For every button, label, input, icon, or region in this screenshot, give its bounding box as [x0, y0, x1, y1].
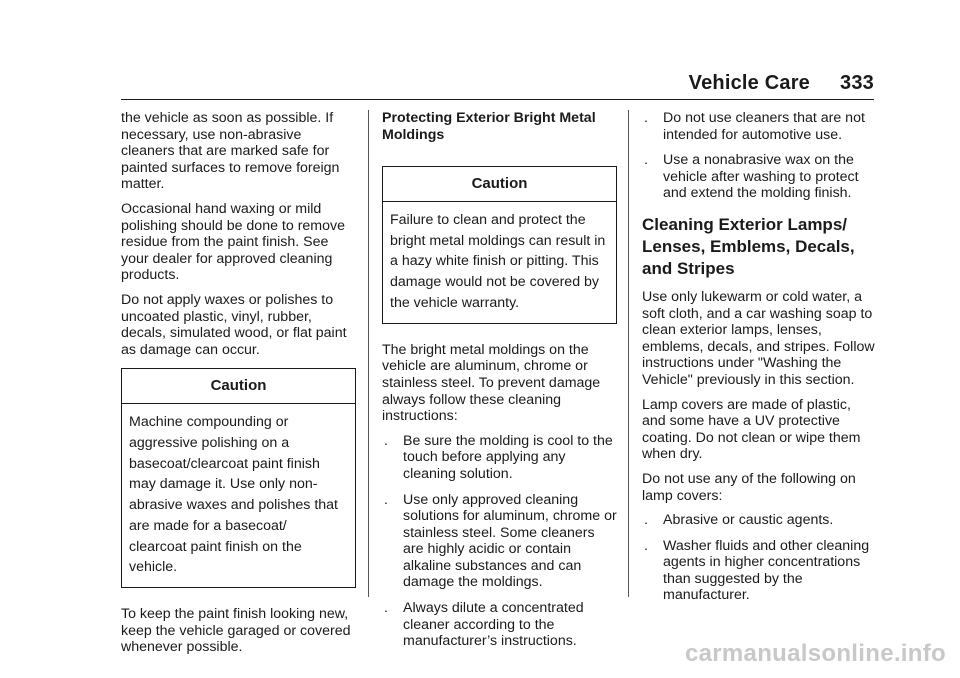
page-header [689, 72, 874, 95]
watermark: carmanualsonline.info [684, 640, 946, 667]
bullet-marker: . [644, 512, 648, 529]
list-item-text: Do not use cleaners that are not intended for automotive use. [663, 110, 865, 143]
column-1 [121, 110, 356, 664]
bullet-marker: . [384, 432, 388, 449]
list-item-text: Washer fluids and other cleaning agents in higher concentrations than suggested by the manufacturer. [663, 537, 870, 604]
paragraph: To keep the paint finish looking new, keep the vehicle garaged or covered whenever possible. [121, 606, 351, 656]
list-item [382, 433, 617, 483]
paragraph: The bright metal moldings on the vehicle are aluminum, chrome or stainless steel. To prevent damage always follow these cleaning instructions: [382, 341, 601, 425]
paragraph: the vehicle as soon as possible. If necessary, use non-abrasive cleaners that are marked safe for painted surfaces to remove foreign matter. [121, 110, 340, 193]
list-item [642, 538, 878, 604]
bullet-list [382, 433, 617, 650]
list-item-text: Use a nonabrasive wax on the vehicle after washing to protect and extend the molding finish. [663, 152, 859, 202]
paragraph: Do not apply waxes or polishes to uncoated plastic, vinyl, rubber, decals, simulated wood, or flat paint as damage can occur. [121, 291, 347, 358]
bullet-marker: . [644, 110, 648, 126]
bullet-marker: . [644, 152, 648, 169]
paragraph: Lamp covers are made of plastic, and some have a UV protective coating. Do not clean or wipe them when dry. [642, 396, 861, 463]
list-item [382, 600, 617, 650]
column-2 [382, 110, 617, 659]
caution-title: Caution [383, 167, 616, 202]
caution-body: Machine compounding or aggressive polishing on a basecoat/clearcoat paint finish may damage it. Use only non-abrasive waxes and polishes that are made for a basecoat/ clearcoat paint finish on the vehicle. [129, 413, 338, 576]
paragraph: Use only lukewarm or cold water, a soft cloth, and a car washing soap to clean exterior lamps, lenses, emblems, decals, and stripes. Follow instructions under "Washing the Vehicle" previously in this section. [642, 288, 875, 388]
list-item-text: Abrasive or caustic agents. [663, 512, 834, 529]
column-divider-2 [628, 110, 629, 597]
bullet-marker: . [384, 600, 388, 617]
list-item [642, 110, 878, 143]
bullet-list [642, 110, 878, 202]
bullet-list [642, 512, 878, 604]
list-item-text: Use only approved cleaning solutions for aluminum, chrome or stainless steel. Some cleaners are highly acidic or contain alkaline substances and can damage the moldings. [403, 491, 617, 591]
caution-box [382, 166, 617, 324]
section-heading: Cleaning Exterior Lamps/ Lenses, Emblems, Decals, and Stripes [642, 214, 855, 278]
caution-title: Caution [122, 369, 355, 404]
header-rule [121, 99, 874, 100]
page-number: 333 [840, 72, 874, 94]
subheading: Protecting Exterior Bright Metal Moldings [382, 110, 596, 143]
column-3 [642, 110, 878, 613]
list-item [382, 492, 617, 592]
bullet-marker: . [384, 491, 388, 508]
list-item [642, 512, 878, 529]
caution-box [121, 368, 356, 588]
section-title: Vehicle Care [688, 72, 811, 94]
column-divider-1 [368, 110, 369, 597]
bullet-marker: . [644, 537, 648, 554]
list-item [642, 152, 878, 202]
list-item-text: Always dilute a concentrated cleaner according to the manufacturer’s instructions. [403, 600, 584, 650]
list-item-text: Be sure the molding is cool to the touch before applying any cleaning solution. [403, 432, 613, 482]
caution-body: Failure to clean and protect the bright metal moldings can result in a hazy white finish or pitting. This damage would not be covered by the vehicle warranty. [390, 211, 606, 311]
paragraph: Do not use any of the following on lamp covers: [642, 470, 856, 504]
paragraph: Occasional hand waxing or mild polishing should be done to remove residue from the paint finish. See your dealer for approved cleaning products. [121, 200, 346, 284]
